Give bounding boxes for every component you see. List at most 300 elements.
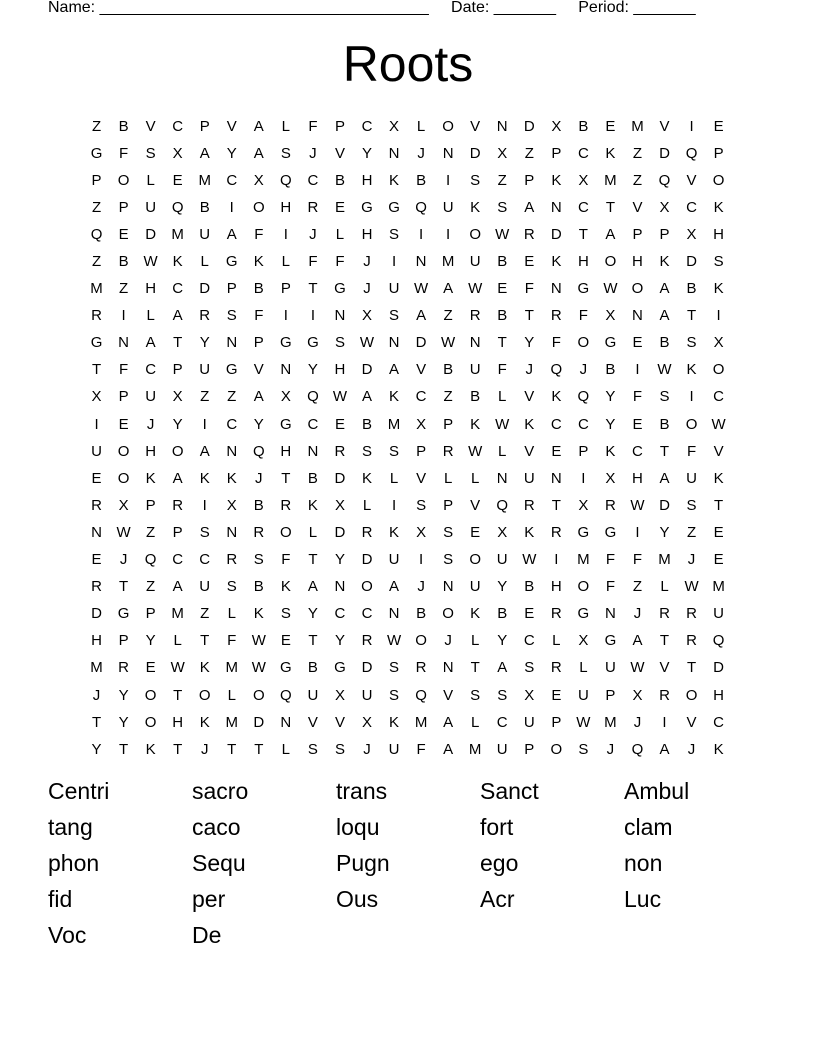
grid-cell: O xyxy=(685,686,698,704)
grid-cell: B xyxy=(334,171,345,189)
grid-cell: R xyxy=(307,198,319,216)
grid-cell: R xyxy=(361,632,373,650)
grid-cell: O xyxy=(198,686,211,704)
grid-cell: J xyxy=(606,740,615,758)
grid-cell: A xyxy=(389,361,400,379)
grid-cell: S xyxy=(470,171,481,189)
grid-cell: E xyxy=(551,442,562,460)
grid-cell: I xyxy=(121,307,126,325)
grid-cell: C xyxy=(496,713,508,731)
grid-cell: B xyxy=(686,280,697,298)
grid-cell: N xyxy=(226,334,238,352)
grid-cell: T xyxy=(91,361,102,379)
grid-cell: M xyxy=(604,171,617,189)
grid-cell: Y xyxy=(145,632,156,650)
grid-cell: C xyxy=(172,117,184,135)
grid-cell: G xyxy=(604,334,617,352)
grid-cell: F xyxy=(632,551,643,569)
grid-cell: X xyxy=(416,523,427,541)
grid-cell: V xyxy=(226,117,237,135)
grid-cell: L xyxy=(200,253,209,271)
grid-cell: N xyxy=(388,334,400,352)
grid-cell: L xyxy=(552,632,561,650)
grid-cell: D xyxy=(253,713,265,731)
grid-cell: A xyxy=(172,469,183,487)
grid-row xyxy=(83,465,733,492)
grid-cell: P xyxy=(91,171,102,189)
grid-cell: T xyxy=(308,551,318,569)
grid-cell: H xyxy=(280,198,292,216)
word-bank-item: De xyxy=(192,922,222,948)
grid-cell: S xyxy=(253,551,264,569)
grid-cell: F xyxy=(308,253,318,271)
grid-cell: S xyxy=(389,307,400,325)
grid-row xyxy=(83,601,733,628)
grid-cell: P xyxy=(578,442,589,460)
grid-cell: N xyxy=(280,361,292,379)
grid-cell: X xyxy=(280,388,291,406)
grid-cell: R xyxy=(91,578,102,596)
grid-cell: A xyxy=(199,442,210,460)
grid-cell: S xyxy=(578,740,589,758)
grid-cell: U xyxy=(523,713,535,731)
grid-cell: C xyxy=(172,280,184,298)
grid-cell: X xyxy=(686,225,697,243)
grid-cell: J xyxy=(363,280,371,298)
grid-cell: J xyxy=(579,361,588,379)
grid-cell: C xyxy=(550,415,562,433)
grid-cell: Y xyxy=(118,686,129,704)
grid-row xyxy=(83,276,733,303)
grid-cell: D xyxy=(145,225,157,243)
grid-cell: A xyxy=(172,307,183,325)
grid-cell: V xyxy=(334,713,345,731)
grid-cell: C xyxy=(632,442,643,460)
grid-cell: D xyxy=(91,605,102,623)
grid-cell: R xyxy=(280,496,292,514)
grid-cell: H xyxy=(145,280,157,298)
grid-cell: S xyxy=(389,225,400,243)
grid-cell: J xyxy=(309,144,317,162)
grid-cell: O xyxy=(550,740,563,758)
grid-cell: T xyxy=(605,198,615,216)
grid-cell: C xyxy=(226,415,238,433)
grid-cell: I xyxy=(635,361,640,379)
grid-cell: W xyxy=(468,442,483,460)
grid-cell: U xyxy=(469,578,481,596)
grid-cell: D xyxy=(415,334,427,352)
grid-cell: S xyxy=(389,442,400,460)
grid-cell: K xyxy=(389,388,400,406)
grid-cell: M xyxy=(225,713,238,731)
grid-cell: B xyxy=(416,171,427,189)
grid-cell: U xyxy=(91,442,102,460)
grid-cell: Y xyxy=(605,388,616,406)
grid-cell: S xyxy=(389,659,400,677)
grid-cell: K xyxy=(713,469,724,487)
word-bank-item: Luc xyxy=(624,886,662,912)
grid-cell: U xyxy=(388,551,400,569)
grid-cell: E xyxy=(470,523,481,541)
grid-row xyxy=(83,221,733,248)
grid-cell: P xyxy=(443,415,454,433)
grid-cell: E xyxy=(334,198,345,216)
grid-cell: P xyxy=(145,605,156,623)
grid-cell: U xyxy=(199,361,211,379)
grid-cell: X xyxy=(578,632,589,650)
grid-cell: N xyxy=(226,442,238,460)
grid-cell: X xyxy=(578,171,589,189)
grid-cell: J xyxy=(525,361,534,379)
grid-cell: T xyxy=(227,740,237,758)
grid-cell: Q xyxy=(280,171,292,189)
grid-cell: D xyxy=(361,659,373,677)
grid-cell: P xyxy=(199,117,210,135)
grid-cell: L xyxy=(471,713,480,731)
grid-cell: U xyxy=(199,225,211,243)
grid-cell: A xyxy=(443,280,454,298)
grid-cell: W xyxy=(657,361,672,379)
grid-cell: B xyxy=(524,578,535,596)
grid-cell: K xyxy=(470,415,481,433)
grid-cell: P xyxy=(524,171,535,189)
grid-cell: W xyxy=(170,659,185,677)
grid-cell: F xyxy=(551,334,561,352)
grid-cell: B xyxy=(307,469,318,487)
grid-cell: Q xyxy=(658,171,671,189)
grid-cell: W xyxy=(468,280,483,298)
grid-cell: O xyxy=(577,578,590,596)
grid-cell: N xyxy=(469,334,481,352)
word-bank-item: Sanct xyxy=(480,778,539,804)
grid-cell: E xyxy=(497,280,508,298)
grid-cell: J xyxy=(633,713,642,731)
grid-cell: S xyxy=(307,740,318,758)
grid-cell: G xyxy=(334,280,346,298)
grid-cell: Q xyxy=(144,551,157,569)
grid-cell: S xyxy=(659,388,670,406)
grid-cell: I xyxy=(419,551,424,569)
grid-cell: U xyxy=(469,361,481,379)
grid-cell: G xyxy=(280,415,292,433)
grid-row xyxy=(83,574,733,601)
grid-cell: T xyxy=(578,225,588,243)
grid-cell: G xyxy=(604,523,617,541)
word-bank-item: phon xyxy=(48,850,100,876)
grid-cell: K xyxy=(199,713,210,731)
grid-cell: S xyxy=(145,144,156,162)
grid-row xyxy=(83,167,733,194)
grid-cell: F xyxy=(254,225,264,243)
grid-cell: Q xyxy=(496,496,509,514)
grid-cell: I xyxy=(662,713,667,731)
grid-cell: H xyxy=(577,253,589,271)
grid-cell: S xyxy=(686,334,697,352)
grid-cell: P xyxy=(118,388,129,406)
grid-cell: M xyxy=(387,415,401,433)
grid-cell: L xyxy=(146,171,155,189)
grid-row xyxy=(83,303,733,330)
grid-cell: X xyxy=(497,144,508,162)
grid-cell: X xyxy=(118,496,129,514)
grid-cell: R xyxy=(659,605,670,623)
word-bank-item: fort xyxy=(480,814,514,840)
grid-cell: T xyxy=(173,334,183,352)
grid-cell: K xyxy=(686,361,697,379)
grid-cell: Z xyxy=(200,388,210,406)
grid-cell: N xyxy=(334,307,346,325)
grid-cell: C xyxy=(145,361,157,379)
grid-cell: F xyxy=(578,307,588,325)
grid-cell: B xyxy=(497,307,508,325)
grid-cell: Q xyxy=(415,686,427,704)
grid-cell: N xyxy=(632,307,643,325)
grid-cell: C xyxy=(361,605,373,623)
grid-cell: I xyxy=(391,253,397,271)
grid-cell: L xyxy=(660,578,669,596)
grid-cell: C xyxy=(334,605,346,623)
grid-cell: R xyxy=(253,523,265,541)
grid-cell: N xyxy=(550,469,562,487)
grid-cell: J xyxy=(255,469,263,487)
grid-cell: E xyxy=(334,415,345,433)
grid-cell: K xyxy=(713,740,724,758)
grid-row xyxy=(83,547,733,574)
grid-cell: K xyxy=(361,469,372,487)
grid-cell: F xyxy=(335,253,345,271)
grid-cell: V xyxy=(713,442,724,460)
grid-cell: G xyxy=(577,605,590,623)
grid-cell: B xyxy=(307,659,318,677)
grid-row xyxy=(83,736,733,763)
grid-cell: V xyxy=(307,713,318,731)
word-bank-item: Pugn xyxy=(336,850,390,876)
grid-cell: K xyxy=(226,469,237,487)
grid-cell: L xyxy=(416,117,426,135)
grid-cell: L xyxy=(281,117,291,135)
grid-cell: G xyxy=(225,253,238,271)
grid-cell: Z xyxy=(91,253,102,271)
grid-cell: R xyxy=(226,551,238,569)
grid-cell: E xyxy=(524,253,535,271)
grid-cell: T xyxy=(497,334,507,352)
grid-cell: P xyxy=(605,686,616,704)
word-bank-item: Ambul xyxy=(624,778,690,804)
grid-cell: G xyxy=(280,659,292,677)
grid-cell: T xyxy=(686,659,697,677)
grid-cell: Y xyxy=(307,605,318,623)
word-bank-item: clam xyxy=(624,814,673,840)
grid-cell: T xyxy=(714,496,724,514)
grid-cell: X xyxy=(416,415,427,433)
grid-cell: A xyxy=(172,578,183,596)
grid-cell: C xyxy=(415,388,427,406)
grid-cell: W xyxy=(414,280,429,298)
grid-cell: E xyxy=(713,117,724,135)
grid-cell: G xyxy=(307,334,319,352)
grid-cell: P xyxy=(713,144,724,162)
grid-cell: K xyxy=(551,171,562,189)
grid-cell: T xyxy=(308,632,318,650)
grid-cell: H xyxy=(334,361,346,379)
grid-cell: G xyxy=(577,280,590,298)
grid-row xyxy=(83,628,733,655)
grid-cell: M xyxy=(441,253,455,271)
grid-cell: D xyxy=(686,253,697,271)
grid-row xyxy=(83,113,733,140)
grid-cell: O xyxy=(577,334,590,352)
grid-cell: G xyxy=(388,198,400,216)
grid-cell: Y xyxy=(118,713,129,731)
grid-cell: Z xyxy=(524,144,534,162)
grid-cell: M xyxy=(631,117,644,135)
grid-cell: N xyxy=(496,469,508,487)
grid-cell: K xyxy=(389,523,400,541)
grid-cell: B xyxy=(118,253,129,271)
grid-cell: C xyxy=(307,415,319,433)
grid-cell: K xyxy=(551,253,562,271)
grid-cell: F xyxy=(605,578,615,596)
grid-cell: O xyxy=(685,415,698,433)
grid-cell: F xyxy=(605,551,615,569)
grid-cell: X xyxy=(334,686,345,704)
grid-cell: R xyxy=(659,686,670,704)
grid-cell: U xyxy=(523,469,535,487)
grid-cell: X xyxy=(334,496,345,514)
grid-cell: L xyxy=(146,307,155,325)
grid-cell: N xyxy=(442,144,454,162)
grid-cell: P xyxy=(172,361,183,379)
grid-cell: S xyxy=(416,496,427,514)
grid-cell: H xyxy=(550,578,562,596)
grid-cell: W xyxy=(332,388,348,406)
grid-cell: R xyxy=(199,307,211,325)
grid-cell: X xyxy=(605,307,616,325)
grid-row xyxy=(83,492,733,519)
grid-cell: I xyxy=(283,307,288,325)
grid-cell: P xyxy=(172,523,183,541)
grid-cell: I xyxy=(94,415,99,433)
grid-cell: C xyxy=(172,551,184,569)
grid-cell: T xyxy=(200,632,210,650)
grid-cell: C xyxy=(199,551,211,569)
grid-cell: S xyxy=(389,686,400,704)
grid-cell: Z xyxy=(146,523,156,541)
grid-cell: Z xyxy=(497,171,507,189)
grid-cell: I xyxy=(446,225,451,243)
grid-cell: X xyxy=(605,469,616,487)
grid-cell: F xyxy=(497,361,507,379)
grid-cell: D xyxy=(469,144,481,162)
grid-cell: N xyxy=(442,659,454,677)
grid-cell: X xyxy=(253,171,264,189)
grid-cell: Q xyxy=(280,686,292,704)
grid-cell: F xyxy=(254,307,264,325)
grid-cell: K xyxy=(172,253,183,271)
grid-cell: H xyxy=(713,686,725,704)
grid-cell: M xyxy=(198,171,211,189)
grid-cell: Z xyxy=(632,171,643,189)
grid-cell: B xyxy=(578,117,589,135)
grid-cell: D xyxy=(713,659,725,677)
grid-cell: O xyxy=(712,361,725,379)
grid-cell: O xyxy=(117,171,130,189)
grid-cell: S xyxy=(226,578,237,596)
grid-row xyxy=(83,194,733,221)
word-bank-item: trans xyxy=(336,778,388,804)
worksheet-header: Name: _____________________________________ Date: _______ Period: _______ xyxy=(48,0,696,16)
grid-cell: I xyxy=(689,117,694,135)
grid-cell: R xyxy=(523,496,535,514)
grid-cell: O xyxy=(469,551,482,569)
grid-cell: X xyxy=(361,713,372,731)
grid-cell: R xyxy=(361,523,373,541)
grid-cell: B xyxy=(497,605,508,623)
grid-cell: N xyxy=(415,253,427,271)
grid-cell: K xyxy=(145,469,156,487)
grid-cell: C xyxy=(577,144,589,162)
grid-cell: A xyxy=(145,334,156,352)
grid-cell: R xyxy=(91,496,102,514)
grid-cell: P xyxy=(551,713,562,731)
grid-cell: E xyxy=(605,117,616,135)
grid-cell: I xyxy=(554,551,559,569)
grid-cell: U xyxy=(469,253,481,271)
grid-cell: A xyxy=(659,740,670,758)
grid-cell: G xyxy=(117,605,130,623)
grid-cell: A xyxy=(199,144,210,162)
grid-cell: Q xyxy=(550,361,563,379)
word-bank-item: Centri xyxy=(48,778,110,804)
grid-cell: I xyxy=(202,415,207,433)
grid-cell: W xyxy=(143,253,158,271)
grid-cell: D xyxy=(659,144,670,162)
grid-cell: K xyxy=(605,144,616,162)
grid-cell: O xyxy=(252,198,265,216)
grid-cell: Z xyxy=(632,578,643,596)
grid-cell: C xyxy=(307,171,319,189)
grid-cell: E xyxy=(91,551,102,569)
grid-cell: U xyxy=(145,388,157,406)
grid-cell: J xyxy=(444,632,452,650)
grid-cell: K xyxy=(470,198,481,216)
word-bank-item: ego xyxy=(480,850,519,876)
grid-cell: X xyxy=(226,496,237,514)
grid-cell: X xyxy=(172,388,183,406)
grid-cell: R xyxy=(415,659,427,677)
grid-cell: C xyxy=(226,171,238,189)
grid-cell: K xyxy=(199,469,210,487)
grid-cell: N xyxy=(280,713,292,731)
grid-cell: I xyxy=(635,523,640,541)
grid-cell: T xyxy=(173,740,183,758)
grid-cell: N xyxy=(334,578,346,596)
grid-cell: L xyxy=(498,442,507,460)
grid-cell: T xyxy=(524,307,534,325)
grid-cell: U xyxy=(686,469,697,487)
grid-cell: Q xyxy=(90,225,103,243)
grid-cell: Y xyxy=(334,551,345,569)
grid-cell: I xyxy=(283,225,288,243)
grid-cell: Y xyxy=(226,144,237,162)
grid-cell: T xyxy=(254,740,264,758)
grid-cell: Y xyxy=(253,415,264,433)
grid-cell: A xyxy=(307,578,318,596)
grid-cell: Y xyxy=(605,415,616,433)
grid-cell: O xyxy=(117,469,130,487)
grid-cell: F xyxy=(632,388,643,406)
grid-cell: K xyxy=(389,171,400,189)
